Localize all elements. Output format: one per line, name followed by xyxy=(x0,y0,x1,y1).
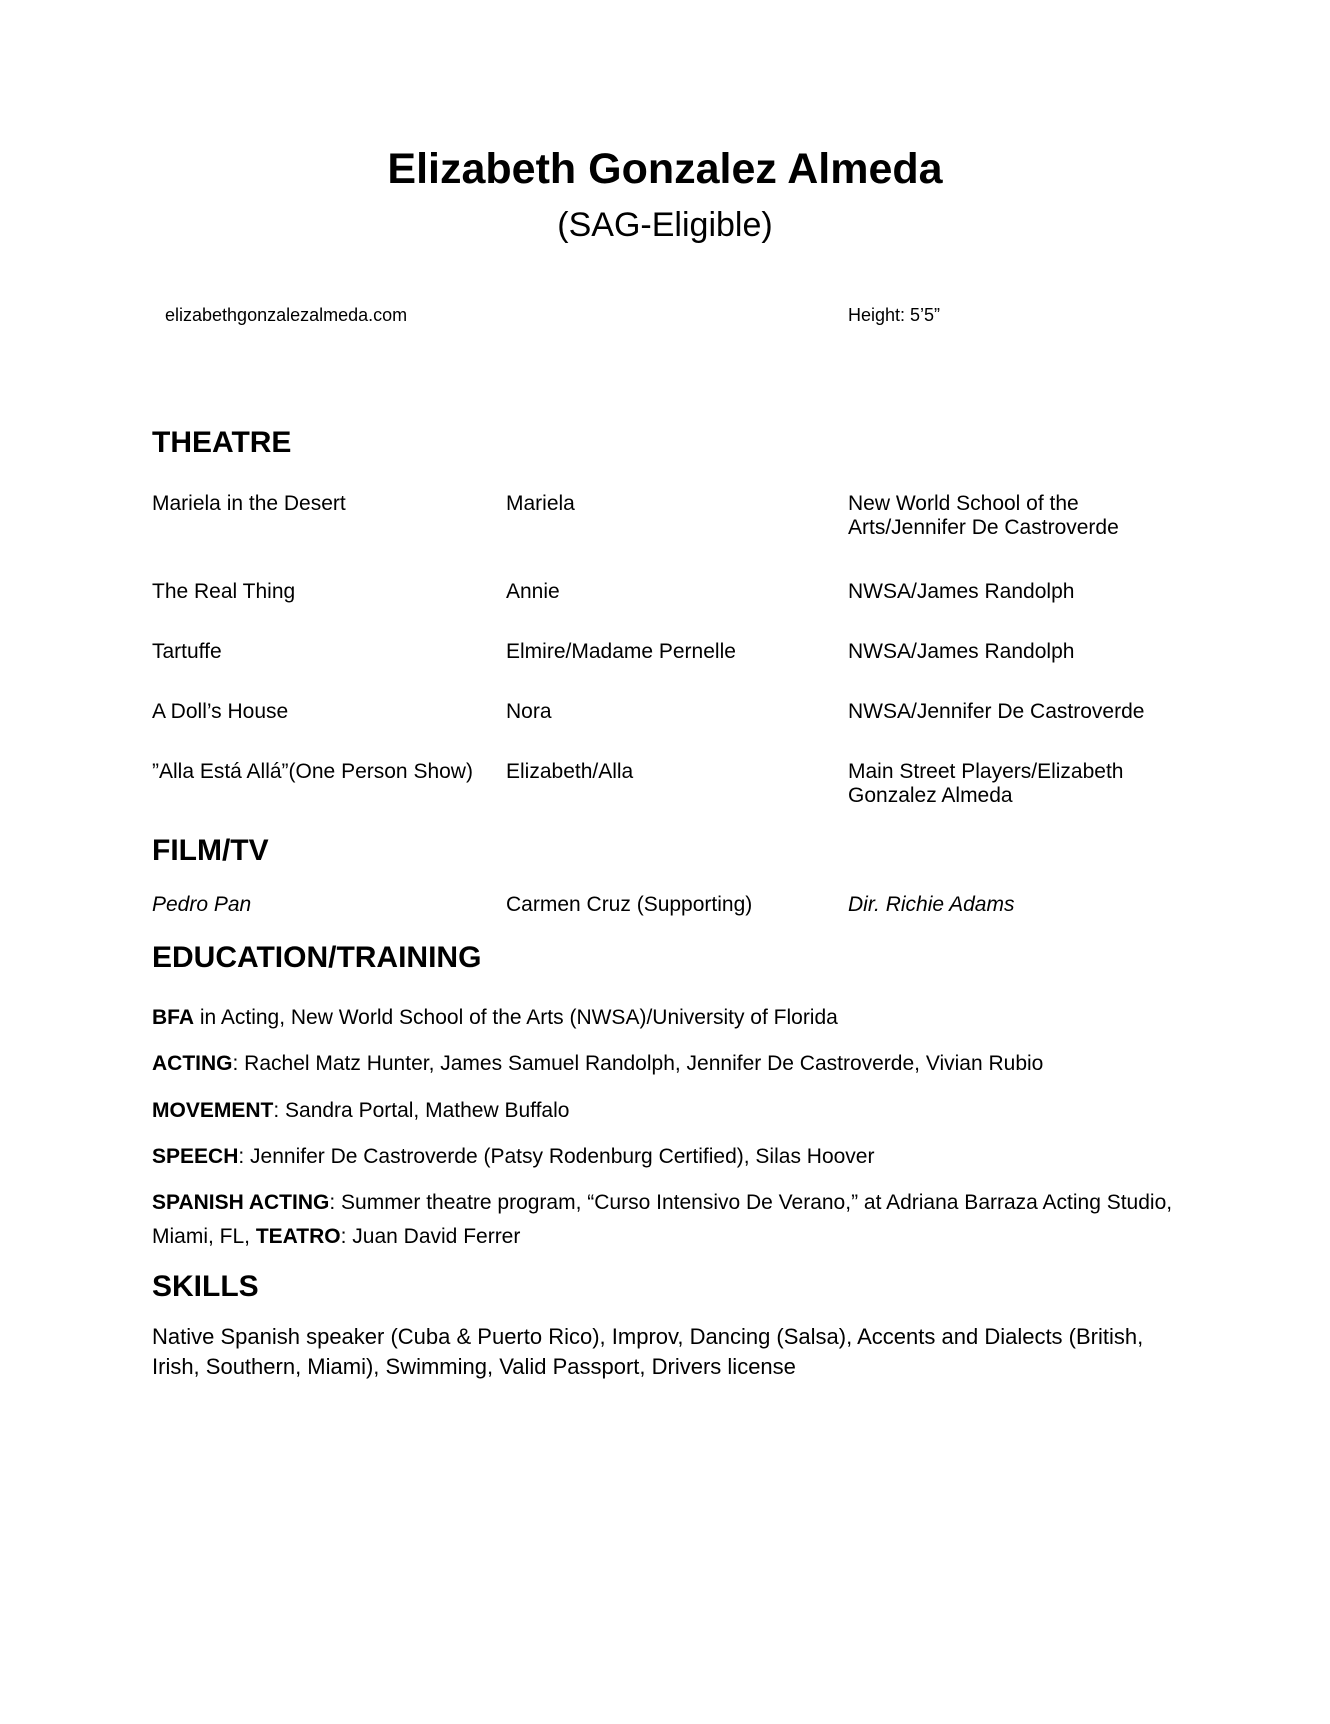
bfa-text: in Acting, New World School of the Arts (NWSA)/University of Florida xyxy=(194,1006,838,1029)
spanish-acting-label: SPANISH ACTING xyxy=(152,1191,330,1214)
acting-label: ACTING xyxy=(152,1052,233,1075)
union-status: (SAG-Eligible) xyxy=(557,206,773,244)
spanish-acting-text: : Summer theatre program, “Curso Intensivo De Verano,” at Adriana Barraza Acting Studio, Miami, FL, xyxy=(152,1191,1173,1248)
film-role: Carmen Cruz (Supporting) xyxy=(506,893,753,916)
website-link[interactable]: elizabethgonzalezalmeda.com xyxy=(165,305,408,325)
role-name: Nora xyxy=(506,700,552,723)
show-title: Tartuffe xyxy=(152,640,222,663)
education-heading: EDUCATION/TRAINING xyxy=(152,941,482,974)
role-name: Mariela xyxy=(506,492,575,515)
film-director: Dir. Richie Adams xyxy=(848,893,1015,916)
theatre-heading: THEATRE xyxy=(152,426,292,459)
role-name: Annie xyxy=(506,580,560,603)
actor-name: Elizabeth Gonzalez Almeda xyxy=(387,145,943,193)
education-acting xyxy=(152,1047,1192,1081)
teatro-label: TEATRO xyxy=(255,1225,341,1248)
movement-label: MOVEMENT xyxy=(152,1099,274,1122)
education-speech xyxy=(152,1140,1192,1174)
acting-text: : Rachel Matz Hunter, James Samuel Randolph, Jennifer De Castroverde, Vivian Rubio xyxy=(232,1052,1044,1075)
education-movement xyxy=(152,1094,1192,1128)
skills-text: Native Spanish speaker (Cuba & Puerto Rico), Improv, Dancing (Salsa), Accents and Dialects (British, Irish, Southern, Miami), Swimming, Valid Passport, Drivers license xyxy=(152,1324,1144,1379)
movement-text: : Sandra Portal, Mathew Buffalo xyxy=(273,1099,570,1122)
company-director: Main Street Players/Elizabeth Gonzalez Almeda xyxy=(848,760,1124,807)
speech-text: : Jennifer De Castroverde (Patsy Rodenburg Certified), Silas Hoover xyxy=(238,1145,875,1168)
company-director: NWSA/James Randolph xyxy=(848,580,1075,603)
show-title: The Real Thing xyxy=(152,580,296,603)
role-name: Elizabeth/Alla xyxy=(506,760,634,783)
role-name: Elmire/Madame Pernelle xyxy=(506,640,736,663)
show-title: A Doll’s House xyxy=(152,700,289,723)
show-title: ”Alla Está Allá”(One Person Show) xyxy=(152,760,473,783)
education-spanish-acting xyxy=(152,1186,1192,1254)
show-title: Mariela in the Desert xyxy=(152,492,346,515)
education-bfa xyxy=(152,1001,1192,1035)
skills-heading: SKILLS xyxy=(152,1270,259,1303)
company-director: NWSA/Jennifer De Castroverde xyxy=(848,700,1145,723)
film-title: Pedro Pan xyxy=(152,893,252,916)
bfa-label: BFA xyxy=(152,1006,194,1029)
company-director: New World School of the Arts/Jennifer De Castroverde xyxy=(848,492,1119,539)
teatro-text: : Juan David Ferrer xyxy=(340,1225,521,1248)
speech-label: SPEECH xyxy=(152,1145,239,1168)
film-tv-heading: FILM/TV xyxy=(152,834,269,867)
height-info: Height: 5’5” xyxy=(848,305,941,325)
company-director: NWSA/James Randolph xyxy=(848,640,1075,663)
